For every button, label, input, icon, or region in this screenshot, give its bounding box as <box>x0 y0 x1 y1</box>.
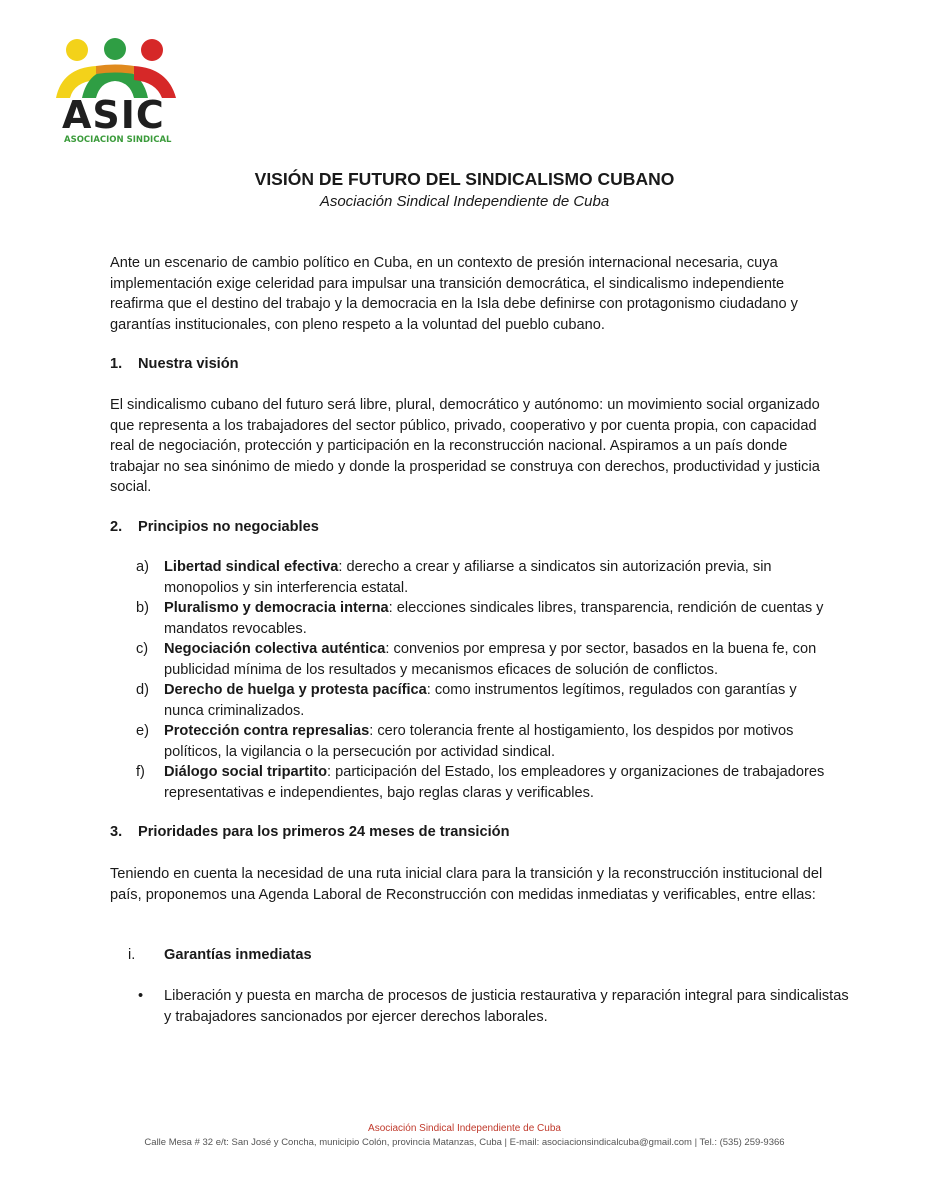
principle-text: : elecciones sindicales libres, transparencia, rendición de cuentas y mandatos revocables. <box>164 600 824 637</box>
asic-logo <box>52 36 182 148</box>
section-2-heading <box>110 517 319 537</box>
subsection-heading <box>128 945 312 965</box>
bullet-text: Liberación y puesta en marcha de procesos de justicia restaurativa y reparación integral para sindicalistas y trabajadores sancionados por ejercer derechos laborales. <box>164 988 849 1025</box>
list-marker: d) <box>136 682 149 698</box>
principle-term: Protección contra represalias <box>164 723 370 739</box>
footer-organization: Asociación Sindical Independiente de Cuba <box>368 1123 561 1134</box>
subsection-title: Garantías inmediatas <box>164 947 312 963</box>
footer-address: Calle Mesa # 32 e/t: San José y Concha, municipio Colón, provincia Matanzas, Cuba | E-mail: asociacionsindicalcuba@gmail.com | Tel.: (535) 259-9366 <box>144 1137 785 1148</box>
principle-item <box>136 639 826 680</box>
section-3-heading <box>110 822 510 842</box>
principle-term: Diálogo social tripartito <box>164 764 327 780</box>
principle-text: : derecho a crear y afiliarse a sindicatos sin autorización previa, sin monopolios y sin interferencia estatal. <box>164 559 772 596</box>
list-marker: e) <box>136 723 149 739</box>
logo-subtext: ASOCIACION SINDICAL <box>64 135 172 145</box>
bullet-icon: • <box>138 988 144 1004</box>
principle-item <box>136 762 826 803</box>
principle-term: Derecho de huelga y protesta pacífica <box>164 682 427 698</box>
principle-text: : cero tolerancia frente al hostigamiento, los despidos por motivos políticos, la vigilancia o la persecución por actividad sindical. <box>164 723 794 760</box>
section-number: 1. <box>110 356 123 372</box>
principle-term: Negociación colectiva auténtica <box>164 641 386 657</box>
list-marker: b) <box>136 600 149 616</box>
section-1-heading <box>110 354 239 374</box>
logo-wordmark: ASIC <box>62 93 165 137</box>
subsection-marker: i. <box>128 947 136 963</box>
section-title: Prioridades para los primeros 24 meses de transición <box>138 824 510 840</box>
list-marker: f) <box>136 764 145 780</box>
bullet-item <box>138 986 854 1027</box>
principle-item <box>136 557 826 598</box>
principle-text: : participación del Estado, los empleadores y organizaciones de trabajadores representativas e independientes, bajo reglas claras y verificables. <box>164 764 825 801</box>
principle-item <box>136 598 826 639</box>
principle-term: Libertad sindical efectiva <box>164 559 339 575</box>
principle-text: : convenios por empresa y por sector, basados en la buena fe, con publicidad mínima de los resultados y mecanismos eficaces de solución de conflictos. <box>164 641 817 678</box>
section-title: Nuestra visión <box>138 356 239 372</box>
list-marker: c) <box>136 641 149 657</box>
section-title: Principios no negociables <box>138 519 319 535</box>
principle-item <box>136 680 826 721</box>
principles-list <box>136 557 826 803</box>
section-number: 3. <box>110 824 123 840</box>
section-1-paragraph: El sindicalismo cubano del futuro será libre, plural, democrático y autónomo: un movimiento social organizado que representa a los trabajadores del sector público, privado, cooperativo y por cuenta propia, con capacidad real de negociación, protección y participación en la reconstrucción nacional. Aspiramos a un país donde trabajar no sea sinónimo de miedo y donde la prosperidad se construya con derechos, productividad y justicia social. <box>110 397 820 495</box>
list-marker: a) <box>136 559 149 575</box>
intro-paragraph: Ante un escenario de cambio político en Cuba, en un contexto de presión internacional necesaria, cuya implementación exige celeridad para impulsar una transición democrática, el sindicalismo independiente reafirma que el destino del trabajo y la democracia en la Isla debe definirse con protagonismo ciudadano y garantías institucionales, con pleno respeto a la voluntad del pueblo cubano. <box>110 255 798 333</box>
principle-item <box>136 721 826 762</box>
section-number: 2. <box>110 519 123 535</box>
principle-term: Pluralismo y democracia interna <box>164 600 389 616</box>
document-subtitle: Asociación Sindical Independiente de Cuba <box>319 193 610 210</box>
section-3-paragraph: Teniendo en cuenta la necesidad de una ruta inicial clara para la transición y la reconstrucción institucional del país, proponemos una Agenda Laboral de Reconstrucción con medidas inmediatas y verificables, entre ellas: <box>110 866 823 903</box>
document-title: VISIÓN DE FUTURO DEL SINDICALISMO CUBANO <box>254 169 675 189</box>
principle-text: : como instrumentos legítimos, regulados con garantías y nunca criminalizados. <box>164 682 797 719</box>
